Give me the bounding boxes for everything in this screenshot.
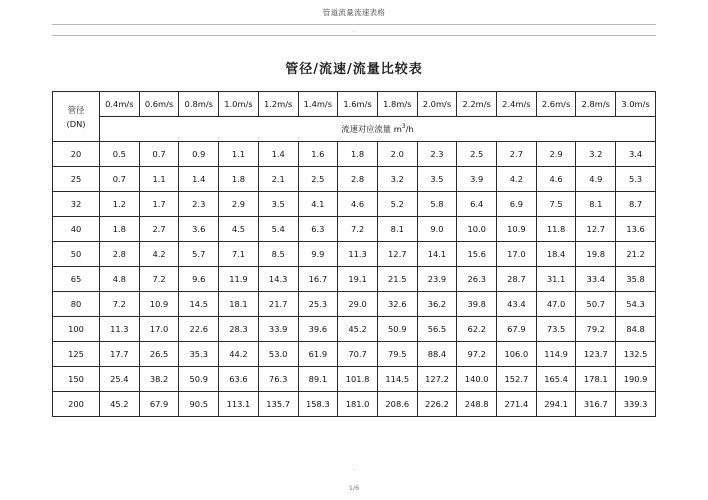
- flow-value-cell: 67.9: [497, 317, 537, 342]
- pipe-flow-table: [52, 91, 656, 417]
- flow-value-cell: 165.4: [536, 367, 576, 392]
- flow-value-cell: 26.3: [457, 267, 497, 292]
- speed-header-cell: 2.8m/s: [576, 92, 616, 117]
- dn-cell: 50: [53, 242, 100, 267]
- flow-value-cell: 10.0: [457, 217, 497, 242]
- flow-value-cell: 25.4: [100, 367, 140, 392]
- flow-value-cell: 0.9: [179, 142, 219, 167]
- speed-header-cell: 2.6m/s: [536, 92, 576, 117]
- flow-value-cell: 2.3: [179, 192, 219, 217]
- flow-value-cell: 39.8: [457, 292, 497, 317]
- flow-value-cell: 1.4: [258, 142, 298, 167]
- flow-value-cell: 45.2: [338, 317, 378, 342]
- dn-cell: 80: [53, 292, 100, 317]
- flow-value-cell: 2.7: [497, 142, 537, 167]
- table-row: [53, 242, 656, 267]
- flow-value-cell: 4.2: [497, 167, 537, 192]
- flow-value-cell: 7.5: [536, 192, 576, 217]
- flow-value-cell: 97.2: [457, 342, 497, 367]
- flow-value-cell: 70.7: [338, 342, 378, 367]
- flow-value-cell: 178.1: [576, 367, 616, 392]
- flow-value-cell: 2.9: [219, 192, 259, 217]
- flow-value-cell: 15.6: [457, 242, 497, 267]
- flow-value-cell: 32.6: [377, 292, 417, 317]
- flow-value-cell: 8.1: [576, 192, 616, 217]
- flow-value-cell: 12.7: [377, 242, 417, 267]
- flow-value-cell: 28.7: [497, 267, 537, 292]
- flow-value-cell: 11.9: [219, 267, 259, 292]
- footer-spacer-dot: .: [352, 464, 356, 472]
- flow-value-cell: 3.5: [258, 192, 298, 217]
- flow-value-cell: 1.7: [139, 192, 179, 217]
- table-row: [53, 167, 656, 192]
- flow-value-cell: 89.1: [298, 367, 338, 392]
- dn-cell: 150: [53, 367, 100, 392]
- flow-value-cell: 2.1: [258, 167, 298, 192]
- dn-cell: 125: [53, 342, 100, 367]
- flow-value-cell: 19.1: [338, 267, 378, 292]
- flow-value-cell: 1.4: [179, 167, 219, 192]
- flow-value-cell: 4.2: [139, 242, 179, 267]
- flow-value-cell: 84.8: [616, 317, 656, 342]
- flow-value-cell: 73.5: [536, 317, 576, 342]
- flow-value-cell: 5.8: [417, 192, 457, 217]
- flow-value-cell: 53.0: [258, 342, 298, 367]
- flow-value-cell: 67.9: [139, 392, 179, 417]
- flow-value-cell: 114.5: [377, 367, 417, 392]
- table-row: [53, 292, 656, 317]
- flow-value-cell: 101.8: [338, 367, 378, 392]
- flow-value-cell: 17.0: [497, 242, 537, 267]
- flow-value-cell: 4.9: [576, 167, 616, 192]
- flow-value-cell: 8.5: [258, 242, 298, 267]
- flow-value-cell: 19.8: [576, 242, 616, 267]
- flow-value-cell: 10.9: [139, 292, 179, 317]
- flow-value-cell: 5.2: [377, 192, 417, 217]
- flow-value-cell: 33.9: [258, 317, 298, 342]
- flow-value-cell: 62.2: [457, 317, 497, 342]
- flow-value-cell: 158.3: [298, 392, 338, 417]
- flow-value-cell: 88.4: [417, 342, 457, 367]
- table-row: [53, 317, 656, 342]
- flow-value-cell: 7.2: [139, 267, 179, 292]
- flow-value-cell: 127.2: [417, 367, 457, 392]
- table-row: [53, 367, 656, 392]
- flow-value-cell: 17.7: [100, 342, 140, 367]
- flow-value-cell: 14.5: [179, 292, 219, 317]
- flow-value-cell: 140.0: [457, 367, 497, 392]
- flow-value-cell: 190.9: [616, 367, 656, 392]
- flow-value-cell: 26.5: [139, 342, 179, 367]
- flow-value-cell: 50.9: [179, 367, 219, 392]
- flow-value-cell: 316.7: [576, 392, 616, 417]
- flow-value-cell: 31.1: [536, 267, 576, 292]
- table-body: [53, 92, 656, 417]
- flow-label-exponent: 3: [401, 123, 406, 131]
- flow-value-cell: 2.5: [457, 142, 497, 167]
- flow-value-cell: 6.3: [298, 217, 338, 242]
- flow-value-cell: 3.2: [377, 167, 417, 192]
- dn-header-label-line1: 管径: [67, 104, 85, 115]
- flow-value-cell: 35.8: [616, 267, 656, 292]
- flow-value-cell: 5.4: [258, 217, 298, 242]
- dn-header-cell: [53, 92, 100, 142]
- flow-value-cell: 6.9: [497, 192, 537, 217]
- flow-value-cell: 47.0: [536, 292, 576, 317]
- flow-value-cell: 2.9: [536, 142, 576, 167]
- flow-value-cell: 11.8: [536, 217, 576, 242]
- flow-label-tail: /h: [405, 124, 414, 134]
- flow-value-cell: 3.5: [417, 167, 457, 192]
- flow-value-cell: 1.1: [139, 167, 179, 192]
- table-row: [53, 392, 656, 417]
- flow-value-cell: 9.0: [417, 217, 457, 242]
- table-row: [53, 342, 656, 367]
- flow-value-cell: 7.1: [219, 242, 259, 267]
- flow-value-cell: 1.1: [219, 142, 259, 167]
- flow-value-cell: 152.7: [497, 367, 537, 392]
- flow-value-cell: 114.9: [536, 342, 576, 367]
- speed-header-cell: 2.0m/s: [417, 92, 457, 117]
- flow-value-cell: 2.7: [139, 217, 179, 242]
- flow-value-cell: 113.1: [219, 392, 259, 417]
- flow-value-cell: 13.6: [616, 217, 656, 242]
- footer-page-number: 1/6: [348, 484, 360, 492]
- flow-value-cell: 1.2: [100, 192, 140, 217]
- flow-value-cell: 22.6: [179, 317, 219, 342]
- flow-value-cell: 23.9: [417, 267, 457, 292]
- flow-value-cell: 6.4: [457, 192, 497, 217]
- flow-value-cell: 7.2: [338, 217, 378, 242]
- flow-value-cell: 76.3: [258, 367, 298, 392]
- flow-value-cell: 3.6: [179, 217, 219, 242]
- dn-cell: 65: [53, 267, 100, 292]
- flow-value-cell: 0.7: [139, 142, 179, 167]
- dn-header-label-line2: (DN): [66, 118, 86, 129]
- flow-value-cell: 18.1: [219, 292, 259, 317]
- page-title: 管径/流速/流量比较表: [285, 62, 423, 77]
- flow-value-cell: 2.8: [100, 242, 140, 267]
- dn-cell: 40: [53, 217, 100, 242]
- flow-value-cell: 44.2: [219, 342, 259, 367]
- table-row: [53, 217, 656, 242]
- flow-value-cell: 4.6: [536, 167, 576, 192]
- flow-value-cell: 8.1: [377, 217, 417, 242]
- table-container: [52, 91, 656, 417]
- flow-value-cell: 45.2: [100, 392, 140, 417]
- flow-value-cell: 4.1: [298, 192, 338, 217]
- flow-value-cell: 2.8: [338, 167, 378, 192]
- flow-value-cell: 1.6: [298, 142, 338, 167]
- speed-header-cell: 2.2m/s: [457, 92, 497, 117]
- flow-value-cell: 56.5: [417, 317, 457, 342]
- table-header-row-speeds: [53, 92, 656, 117]
- flow-value-cell: 17.0: [139, 317, 179, 342]
- speed-header-cell: 0.4m/s: [100, 92, 140, 117]
- speed-header-cell: 2.4m/s: [497, 92, 537, 117]
- speed-header-cell: 1.2m/s: [258, 92, 298, 117]
- flow-value-cell: 271.4: [497, 392, 537, 417]
- flow-value-cell: 21.5: [377, 267, 417, 292]
- table-header-row-flowlabel: [53, 117, 656, 142]
- flow-value-cell: 33.4: [576, 267, 616, 292]
- flow-value-cell: 90.5: [179, 392, 219, 417]
- flow-value-cell: 4.6: [338, 192, 378, 217]
- speed-header-cell: 1.8m/s: [377, 92, 417, 117]
- flow-value-cell: 1.8: [219, 167, 259, 192]
- dn-cell: 20: [53, 142, 100, 167]
- flow-value-cell: 14.1: [417, 242, 457, 267]
- table-row: [53, 142, 656, 167]
- flow-value-cell: 1.8: [100, 217, 140, 242]
- flow-value-cell: 14.3: [258, 267, 298, 292]
- flow-value-cell: 63.6: [219, 367, 259, 392]
- flow-value-cell: 10.9: [497, 217, 537, 242]
- flow-value-cell: 208.6: [377, 392, 417, 417]
- flow-value-cell: 181.0: [338, 392, 378, 417]
- flow-value-cell: 38.2: [139, 367, 179, 392]
- flow-value-cell: 8.7: [616, 192, 656, 217]
- flow-value-cell: 11.3: [100, 317, 140, 342]
- flow-value-cell: 132.5: [616, 342, 656, 367]
- flow-value-cell: 4.8: [100, 267, 140, 292]
- flow-value-cell: 135.7: [258, 392, 298, 417]
- dn-cell: 100: [53, 317, 100, 342]
- flow-value-cell: 36.2: [417, 292, 457, 317]
- flow-value-cell: 226.2: [417, 392, 457, 417]
- speed-header-cell: 3.0m/s: [616, 92, 656, 117]
- flow-value-cell: 4.5: [219, 217, 259, 242]
- speed-header-cell: 1.6m/s: [338, 92, 378, 117]
- dn-cell: 32: [53, 192, 100, 217]
- flow-value-cell: 18.4: [536, 242, 576, 267]
- table-row: [53, 267, 656, 292]
- flow-value-cell: 106.0: [497, 342, 537, 367]
- flow-value-cell: 2.5: [298, 167, 338, 192]
- flow-value-cell: 43.4: [497, 292, 537, 317]
- flow-value-cell: 1.8: [338, 142, 378, 167]
- flow-value-cell: 5.7: [179, 242, 219, 267]
- flow-value-cell: 12.7: [576, 217, 616, 242]
- flow-value-cell: 2.0: [377, 142, 417, 167]
- flow-value-cell: 3.2: [576, 142, 616, 167]
- flow-value-cell: 54.3: [616, 292, 656, 317]
- running-header-title: 管道流量流速表格: [322, 8, 386, 17]
- flow-value-cell: 61.9: [298, 342, 338, 367]
- flow-value-cell: 7.2: [100, 292, 140, 317]
- flow-value-cell: 339.3: [616, 392, 656, 417]
- flow-value-cell: 2.3: [417, 142, 457, 167]
- flow-value-cell: 79.2: [576, 317, 616, 342]
- flow-label-cell: [100, 117, 656, 142]
- flow-value-cell: 16.7: [298, 267, 338, 292]
- flow-value-cell: 50.9: [377, 317, 417, 342]
- flow-value-cell: 21.2: [616, 242, 656, 267]
- flow-value-cell: 39.6: [298, 317, 338, 342]
- flow-value-cell: 5.3: [616, 167, 656, 192]
- table-row: [53, 192, 656, 217]
- flow-value-cell: 0.7: [100, 167, 140, 192]
- speed-header-cell: 1.0m/s: [219, 92, 259, 117]
- speed-header-cell: 1.4m/s: [298, 92, 338, 117]
- flow-value-cell: 29.0: [338, 292, 378, 317]
- flow-value-cell: 248.8: [457, 392, 497, 417]
- flow-value-cell: 25.3: [298, 292, 338, 317]
- flow-value-cell: 35.3: [179, 342, 219, 367]
- flow-value-cell: 9.9: [298, 242, 338, 267]
- flow-value-cell: 3.9: [457, 167, 497, 192]
- dn-cell: 200: [53, 392, 100, 417]
- flow-value-cell: 3.4: [616, 142, 656, 167]
- speed-header-cell: 0.8m/s: [179, 92, 219, 117]
- header-divider-bottom: [52, 35, 656, 36]
- flow-value-cell: 9.6: [179, 267, 219, 292]
- flow-value-cell: 11.3: [338, 242, 378, 267]
- flow-value-cell: 294.1: [536, 392, 576, 417]
- flow-value-cell: 21.7: [258, 292, 298, 317]
- flow-value-cell: 0.5: [100, 142, 140, 167]
- dn-cell: 25: [53, 167, 100, 192]
- flow-value-cell: 50.7: [576, 292, 616, 317]
- flow-label-text: 流速对应流量 m: [341, 124, 402, 134]
- flow-value-cell: 28.3: [219, 317, 259, 342]
- header-spacer-dot: .: [352, 26, 356, 34]
- flow-value-cell: 123.7: [576, 342, 616, 367]
- flow-value-cell: 79.5: [377, 342, 417, 367]
- speed-header-cell: 0.6m/s: [139, 92, 179, 117]
